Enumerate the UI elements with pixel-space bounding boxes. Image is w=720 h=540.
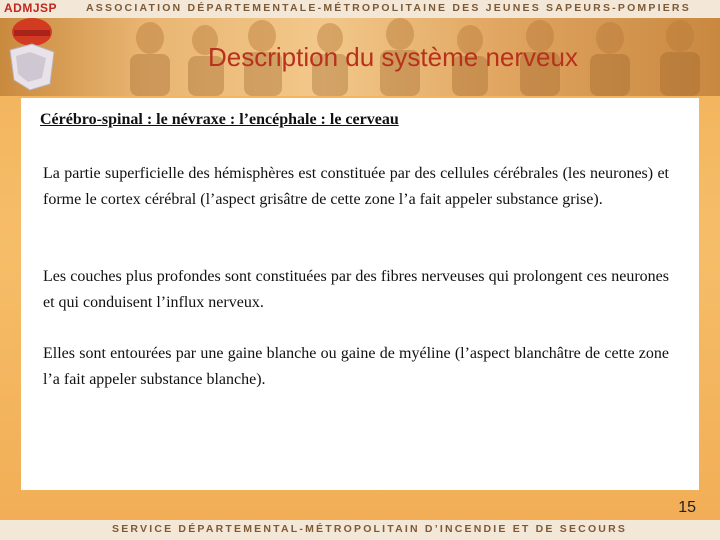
service-name: SERVICE DÉPARTEMENTAL-MÉTROPOLITAIN D’INCENDIE ET DE SECOURS bbox=[112, 523, 628, 535]
paragraph: La partie superficielle des hémisphères est constituée par des cellules cérébrales (les neurones) et forme le cortex cérébral (l’aspect grisâtre de cette zone l’a fait appeler substance grise). bbox=[43, 165, 669, 208]
paragraph: Elles sont entourées par une gaine blanche ou gaine de myéline (l’aspect blanchâtre de cette zone l’a fait appeler substance blanche). bbox=[43, 345, 669, 388]
slide-title: Description du système nerveux bbox=[208, 42, 578, 72]
paragraph: Les couches plus profondes sont constituées par des fibres nerveuses qui prolongent ces neurones et qui conduisent l’influx nerveux. bbox=[43, 268, 669, 311]
association-name: ASSOCIATION DÉPARTEMENTALE-MÉTROPOLITAINE DES JEUNES SAPEURS-POMPIERS bbox=[86, 2, 691, 14]
logo-text: ADMJSP bbox=[4, 1, 58, 15]
section-subtitle: Cérébro-spinal : le névraxe : l’encéphale : le cerveau bbox=[40, 111, 399, 128]
footer-band bbox=[0, 520, 720, 540]
page-number: 15 bbox=[678, 499, 696, 516]
content-panel bbox=[21, 98, 699, 490]
header-band bbox=[0, 0, 720, 18]
